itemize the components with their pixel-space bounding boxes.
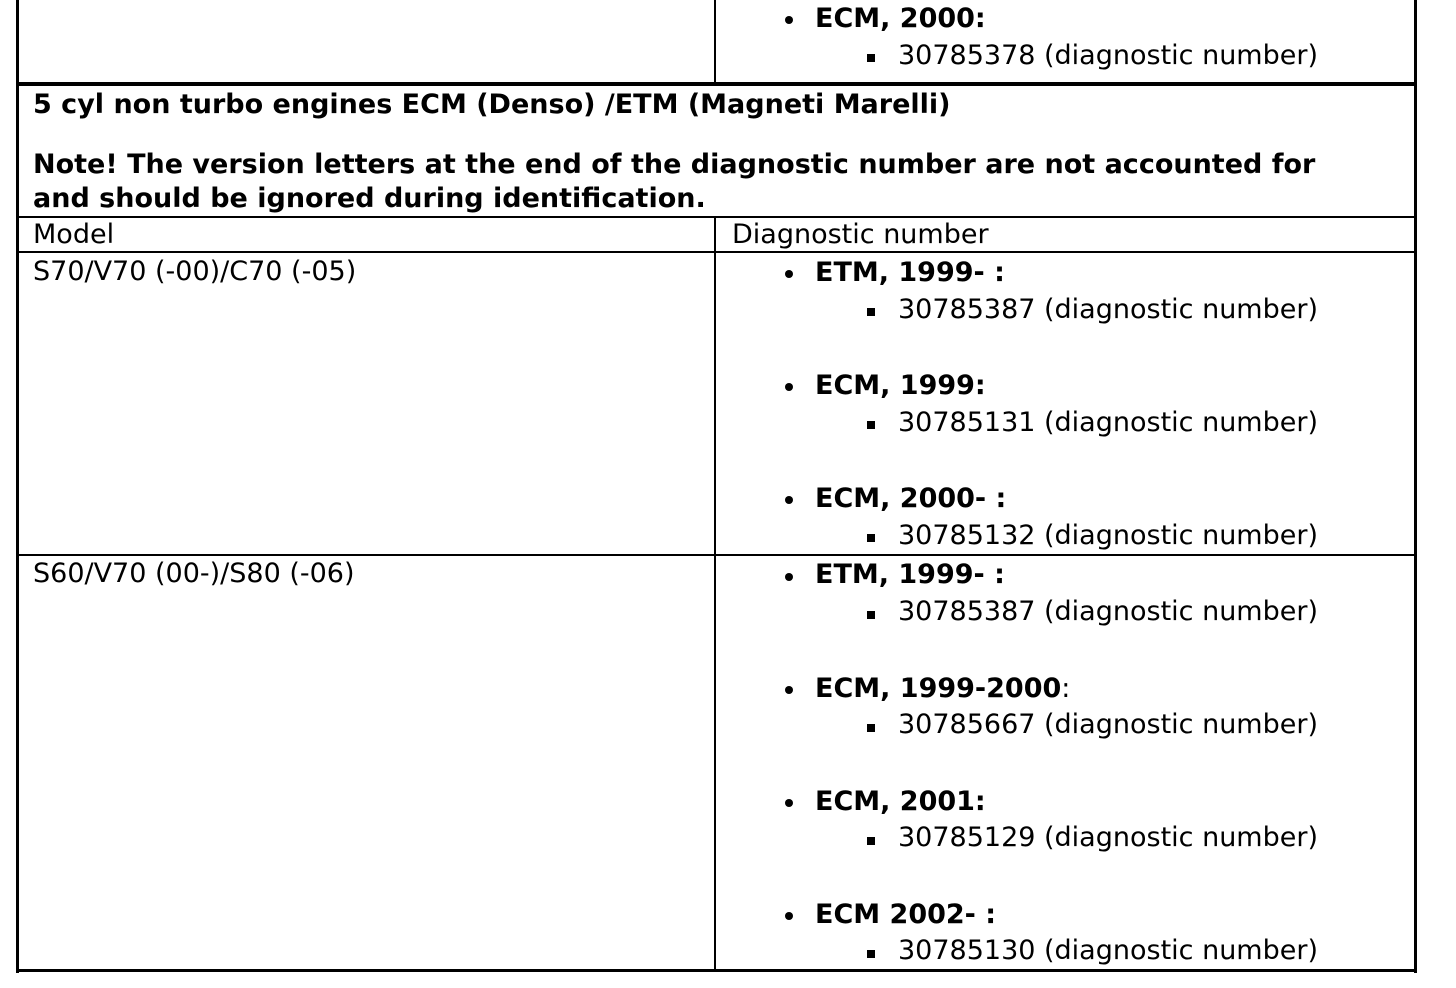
header-bottom-border xyxy=(16,251,1417,253)
table-right-border xyxy=(1414,0,1417,973)
entry-heading: ECM, 1999: xyxy=(815,370,986,401)
bullet-dot-icon xyxy=(785,799,793,807)
bullet-dot-icon xyxy=(785,270,793,278)
bullet-square-icon xyxy=(867,308,875,316)
entry-heading: ETM, 1999- : xyxy=(815,559,1005,590)
column-header-model: Model xyxy=(33,219,115,250)
bullet-dot-icon xyxy=(785,912,793,920)
bullet-square-icon xyxy=(867,837,875,845)
bullet-square-icon xyxy=(867,950,875,958)
entry-value: 30785667 (diagnostic number) xyxy=(898,709,1318,740)
entry-heading: ECM 2002- : xyxy=(815,899,997,930)
bullet-dot-icon xyxy=(785,496,793,504)
bullet-dot-icon xyxy=(785,686,793,694)
bullet-square-icon xyxy=(867,534,875,542)
entry-value: 30785387 (diagnostic number) xyxy=(898,294,1318,325)
entry-heading: ECM, 2001: xyxy=(815,786,986,817)
entry-heading: ECM, 2000- : xyxy=(815,483,1007,514)
top-row-heading: ECM, 2000: xyxy=(815,3,986,34)
column-divider-main xyxy=(714,216,716,971)
section-note-line1: Note! The version letters at the end of the diagnostic number are not accounted for xyxy=(33,149,1316,180)
entry-heading-wrapper xyxy=(815,672,1070,706)
top-row-value: 30785378 (diagnostic number) xyxy=(898,40,1318,71)
section-title: 5 cyl non turbo engines ECM (Denso) /ETM (Magneti Marelli) xyxy=(33,89,951,120)
section-top-border xyxy=(16,82,1417,86)
bullet-square-icon xyxy=(867,611,875,619)
table-bottom-border xyxy=(16,969,1417,972)
entry-value: 30785130 (diagnostic number) xyxy=(898,935,1318,966)
row-divider xyxy=(16,554,1417,556)
bullet-square-icon xyxy=(867,421,875,429)
entry-value: 30785132 (diagnostic number) xyxy=(898,520,1318,551)
bullet-square-icon xyxy=(867,54,875,62)
entry-heading: ETM, 1999- : xyxy=(815,257,1005,288)
bullet-dot-icon xyxy=(785,573,793,581)
entry-heading-suffix: : xyxy=(1061,673,1071,704)
entry-value: 30785131 (diagnostic number) xyxy=(898,407,1318,438)
bullet-dot-icon xyxy=(785,16,793,24)
entry-heading: ECM, 1999-2000 xyxy=(815,673,1062,704)
row-model: S70/V70 (-00)/C70 (-05) xyxy=(33,256,357,287)
column-divider-top xyxy=(714,0,716,84)
row-model: S60/V70 (00-)/S80 (-06) xyxy=(33,558,355,589)
bullet-square-icon xyxy=(867,724,875,732)
table-left-border xyxy=(16,0,19,973)
column-header-diagnostic: Diagnostic number xyxy=(732,219,989,250)
bullet-dot-icon xyxy=(785,383,793,391)
entry-value: 30785129 (diagnostic number) xyxy=(898,822,1318,853)
section-note-line2: and should be ignored during identification. xyxy=(33,183,706,214)
header-top-border xyxy=(16,216,1417,218)
entry-value: 30785387 (diagnostic number) xyxy=(898,596,1318,627)
